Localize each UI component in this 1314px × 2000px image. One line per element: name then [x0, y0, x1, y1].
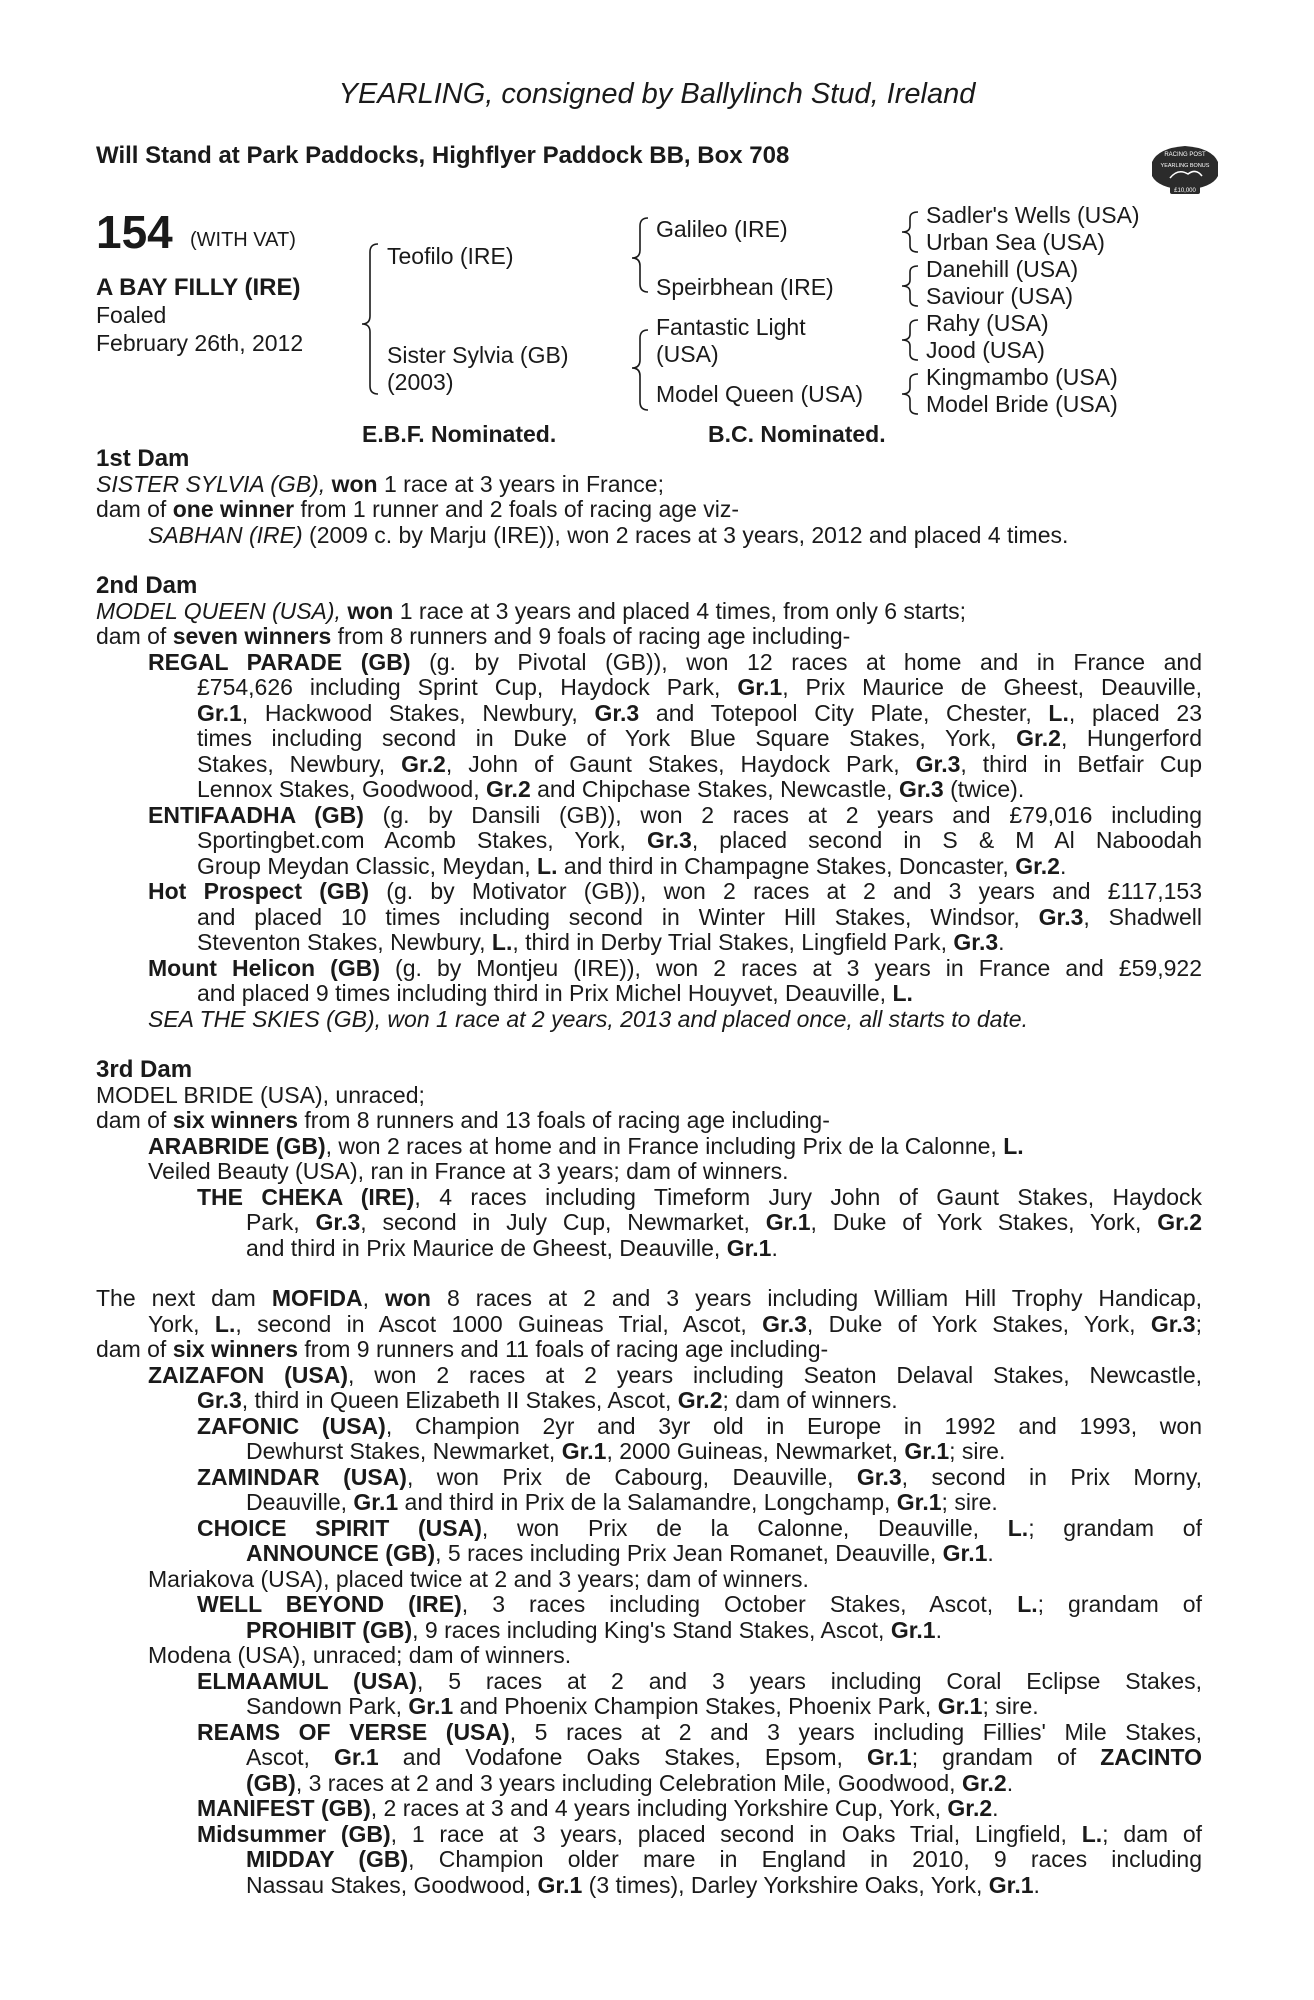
- hot-prospect-line-1: Hot Prospect (GB) (g. by Motivator (GB)), won 2 races at 2 and 3 years and £117,153: [148, 878, 1203, 904]
- zaizafon-line-2: Gr.3, third in Queen Elizabeth II Stakes, Ascot, Gr.2; dam of winners.: [197, 1387, 898, 1413]
- reams-of-verse-line-2: Ascot, Gr.1 and Vodafone Oaks Stakes, Epsom, Gr.1; grandam of ZACINTO: [246, 1744, 1202, 1770]
- pedigree-sire-sire: Galileo (IRE): [656, 216, 788, 242]
- foaled-date: February 26th, 2012: [96, 330, 304, 356]
- pedigree-gen3-7: Kingmambo (USA): [926, 364, 1118, 390]
- pedigree-dam: Sister Sylvia (GB): [387, 342, 569, 368]
- midsummer-line-2: MIDDAY (GB), Champion older mare in England in 2010, 9 races including: [246, 1846, 1203, 1872]
- first-dam-line: SISTER SYLVIA (GB), won 1 race at 3 years in France;: [96, 470, 664, 497]
- regal-parade-line-5: Stakes, Newbury, Gr.2, John of Gaunt Stakes, Haydock Park, Gr.3, third in Betfair Cup: [197, 750, 1203, 777]
- zafonic-line-2: Dewhurst Stakes, Newmarket, Gr.1, 2000 Guineas, Newmarket, Gr.1; sire.: [246, 1438, 1006, 1464]
- first-dam-produce-line: dam of one winner from 1 runner and 2 foals of racing age viz-: [96, 496, 740, 522]
- horse-name: A BAY FILLY (IRE): [96, 274, 301, 301]
- first-dam-foal-sabhan: SABHAN (IRE) (2009 c. by Marju (IRE)), won 2 races at 3 years, 2012 and placed 4 times.: [148, 521, 1069, 548]
- mount-helicon-line-1: Mount Helicon (GB) (g. by Montjeu (IRE)), won 2 races at 3 years in France and £59,922: [148, 954, 1202, 981]
- arabride-line: ARABRIDE (GB), won 2 races at home and in France including Prix de la Calonne, L.: [148, 1132, 1024, 1159]
- pedigree-gen3-1: Sadler's Wells (USA): [926, 202, 1140, 228]
- next-dam-line-2: York, L., second in Ascot 1000 Guineas Trial, Ascot, Gr.3, Duke of York Stakes, York, Gr.3;: [148, 1310, 1202, 1337]
- midsummer-line-1: Midsummer (GB), 1 race at 3 years, placed second in Oaks Trial, Lingfield, L.; dam of: [197, 1820, 1202, 1847]
- regal-parade-line-6: Lennox Stakes, Goodwood, Gr.2 and Chipchase Stakes, Newcastle, Gr.3 (twice).: [197, 776, 1025, 802]
- ebf-nominated: E.B.F. Nominated.: [362, 421, 557, 447]
- manifest-line: MANIFEST (GB), 2 races at 3 and 4 years including Yorkshire Cup, York, Gr.2.: [197, 1795, 999, 1821]
- pedigree-gen3-2: Urban Sea (USA): [926, 229, 1105, 255]
- pedigree-dam-year: (2003): [387, 369, 454, 395]
- badge-amount-text: £10,000: [1174, 188, 1196, 194]
- entifaadha-line-1: ENTIFAADHA (GB) (g. by Dansili (GB)), won 2 races at 2 years and £79,016 including: [148, 801, 1202, 828]
- elmaamul-line-1: ELMAAMUL (USA), 5 races at 2 and 3 years including Coral Eclipse Stakes,: [197, 1667, 1202, 1694]
- pedigree-gen3-4: Saviour (USA): [926, 283, 1073, 309]
- pedigree-dam-sire-country: (USA): [656, 341, 719, 367]
- zamindar-line-2: Deauville, Gr.1 and third in Prix de la Salamandre, Longchamp, Gr.1; sire.: [246, 1489, 998, 1515]
- pedigree-gen3-8: Model Bride (USA): [926, 391, 1118, 417]
- mariakova-line: Mariakova (USA), placed twice at 2 and 3 years; dam of winners.: [148, 1565, 809, 1592]
- modena-line: Modena (USA), unraced; dam of winners.: [148, 1642, 572, 1668]
- pedigree-sire-dam: Speirbhean (IRE): [656, 274, 834, 300]
- hot-prospect-line-3: Steventon Stakes, Newbury, L., third in Derby Trial Stakes, Lingfield Park, Gr.3.: [197, 929, 1005, 955]
- pedigree-dam-dam: Model Queen (USA): [656, 381, 864, 407]
- badge-top-text: RACING POST: [1164, 152, 1206, 158]
- sea-the-skies-line: SEA THE SKIES (GB), won 1 race at 2 years, 2013 and placed once, all starts to date.: [148, 1005, 1028, 1032]
- choice-spirit-line-1: CHOICE SPIRIT (USA), won Prix de la Calonne, Deauville, L.; grandam of: [197, 1514, 1202, 1541]
- bc-nominated: B.C. Nominated.: [708, 421, 886, 447]
- third-dam-heading: 3rd Dam: [96, 1056, 193, 1083]
- vat-label: (WITH VAT): [190, 229, 296, 251]
- second-dam-line: MODEL QUEEN (USA), won 1 race at 3 years and placed 4 times, from only 6 starts;: [96, 597, 967, 624]
- pedigree-dam-sire: Fantastic Light: [656, 314, 806, 340]
- entifaadha-line-3: Group Meydan Classic, Meydan, L. and third in Champagne Stakes, Doncaster, Gr.2.: [197, 852, 1067, 879]
- mount-helicon-line-2: and placed 9 times including third in Prix Michel Houyvet, Deauville, L.: [197, 980, 913, 1006]
- consignment-line: YEARLING, consigned by Ballylinch Stud, Ireland: [338, 78, 976, 110]
- next-dam-produce-line: dam of six winners from 9 runners and 11 foals of racing age including-: [96, 1336, 829, 1362]
- pedigree-gen3-3: Danehill (USA): [926, 256, 1079, 282]
- pedigree-gen3-6: Jood (USA): [926, 337, 1045, 363]
- choice-spirit-line-2: ANNOUNCE (GB), 5 races including Prix Jean Romanet, Deauville, Gr.1.: [246, 1540, 994, 1566]
- third-dam-produce-line: dam of six winners from 8 runners and 13 foals of racing age including-: [96, 1107, 830, 1133]
- pedigree-gen3-5: Rahy (USA): [926, 310, 1049, 336]
- well-beyond-line-2: PROHIBIT (GB), 9 races including King's Stand Stakes, Ascot, Gr.1.: [246, 1616, 942, 1643]
- hot-prospect-line-2: and placed 10 times including second in Winter Hill Stakes, Windsor, Gr.3, Shadwell: [197, 903, 1202, 930]
- veiled-beauty-line: Veiled Beauty (USA), ran in France at 3 years; dam of winners.: [148, 1158, 789, 1184]
- catalogue-body: [96, 446, 1202, 1898]
- third-dam-line: MODEL BRIDE (USA), unraced;: [96, 1081, 425, 1108]
- zamindar-line-1: ZAMINDAR (USA), won Prix de Cabourg, Deauville, Gr.3, second in Prix Morny,: [197, 1463, 1202, 1490]
- well-beyond-line-1: WELL BEYOND (IRE), 3 races including October Stakes, Ascot, L.; grandam of: [197, 1591, 1202, 1617]
- regal-parade-line-4: times including second in Duke of York Blue Square Stakes, York, Gr.2, Hungerford: [197, 725, 1202, 751]
- elmaamul-line-2: Sandown Park, Gr.1 and Phoenix Champion Stakes, Phoenix Park, Gr.1; sire.: [246, 1693, 1039, 1719]
- location-line: Will Stand at Park Paddocks, Highflyer Paddock BB, Box 708: [96, 142, 790, 169]
- entifaadha-line-2: Sportingbet.com Acomb Stakes, York, Gr.3, placed second in S & M Al Naboodah: [197, 827, 1202, 853]
- second-dam-heading: 2nd Dam: [96, 572, 198, 599]
- badge-mid-text: YEARLING BONUS: [1160, 163, 1210, 169]
- zafonic-line-1: ZAFONIC (USA), Champion 2yr and 3yr old in Europe in 1992 and 1993, won: [197, 1412, 1203, 1439]
- lot-number: 154: [96, 206, 173, 258]
- reams-of-verse-line-3: (GB), 3 races at 2 and 3 years including Celebration Mile, Goodwood, Gr.2.: [246, 1769, 1014, 1796]
- first-dam-heading: 1st Dam: [96, 445, 190, 472]
- the-cheka-line-1: THE CHEKA (IRE), 4 races including Timeform Jury John of Gaunt Stakes, Haydock: [197, 1183, 1202, 1210]
- regal-parade-line-1: REGAL PARADE (GB) (g. by Pivotal (GB)), won 12 races at home and in France and: [148, 648, 1202, 675]
- the-cheka-line-2: Park, Gr.3, second in July Cup, Newmarket, Gr.1, Duke of York Stakes, York, Gr.2: [246, 1209, 1203, 1235]
- next-dam-line-1: The next dam MOFIDA, won 8 races at 2 and 3 years including William Hill Trophy Handicap,: [96, 1285, 1202, 1311]
- midsummer-line-3: Nassau Stakes, Goodwood, Gr.1 (3 times), Darley Yorkshire Oaks, York, Gr.1.: [246, 1871, 1040, 1898]
- second-dam-produce-line: dam of seven winners from 8 runners and 9 foals of racing age including-: [96, 623, 851, 649]
- zaizafon-line-1: ZAIZAFON (USA), won 2 races at 2 years including Seaton Delaval Stakes, Newcastle,: [148, 1361, 1203, 1388]
- the-cheka-line-3: and third in Prix Maurice de Gheest, Deauville, Gr.1.: [246, 1234, 778, 1261]
- reams-of-verse-line-1: REAMS OF VERSE (USA), 5 races at 2 and 3 years including Fillies' Mile Stakes,: [197, 1718, 1202, 1745]
- regal-parade-line-3: Gr.1, Hackwood Stakes, Newbury, Gr.3 and Totepool City Plate, Chester, L., placed 23: [197, 699, 1202, 726]
- pedigree-sire: Teofilo (IRE): [387, 243, 514, 269]
- foaled-label: Foaled: [96, 302, 167, 328]
- regal-parade-line-2: £754,626 including Sprint Cup, Haydock Park, Gr.1, Prix Maurice de Gheest, Deauville,: [197, 674, 1202, 700]
